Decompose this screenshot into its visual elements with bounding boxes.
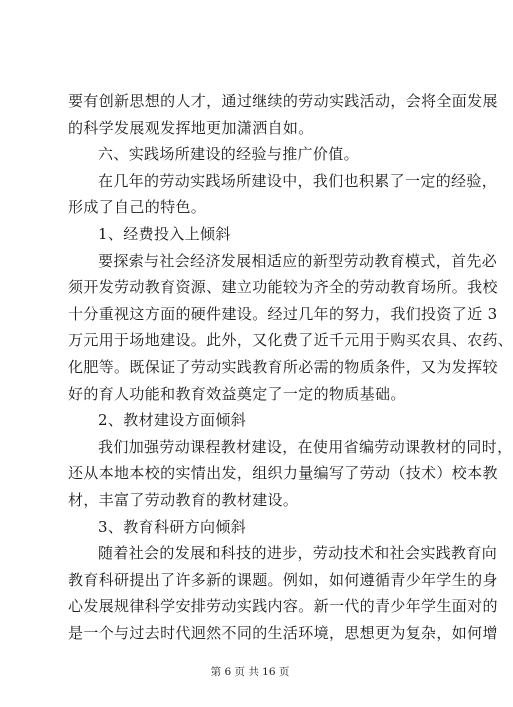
page-footer: 第 6 页 共 16 页	[210, 666, 290, 678]
body-text-line: 万元用于场地建设。此外，又化费了近千元用于购买农具、农药、	[68, 331, 513, 350]
body-text-line: 心发展规律科学安排劳动实践内容。新一代的青少年学生面对的	[68, 597, 498, 616]
subsection-heading: 1、经费投入上倾斜	[98, 224, 231, 243]
body-text-line: 我们加强劳动课程教材建设，在使用省编劳动课教材的同时，	[98, 437, 513, 456]
body-text-line: 要有创新思想的人才，通过继续的劳动实践活动，会将全面发展	[68, 92, 498, 110]
body-text-line: 还从本地本校的实情出发，组织力量编写了劳动（技术）校本教	[68, 464, 498, 483]
body-text-line: 材，丰富了劳动教育的教材建设。	[68, 490, 299, 509]
section-heading: 六、实践场所建设的经验与推广价值。	[98, 145, 359, 164]
document-body	[68, 88, 513, 646]
body-text-line: 十分重视这方面的硬件建设。经过几年的努力，我们投资了近 3	[68, 304, 498, 323]
body-text-line: 教育科研提出了许多新的课题。例如，如何遵循青少年学生的身	[68, 570, 498, 589]
body-text-line: 化肥等。既保证了劳动实践教育所必需的物质条件，又为发挥较	[68, 357, 498, 376]
subsection-heading: 3、教育科研方向倾斜	[98, 517, 247, 536]
body-text-line: 好的育人功能和教育效益奠定了一定的物质基础。	[68, 384, 406, 403]
subsection-heading: 2、教材建设方面倾斜	[98, 411, 247, 430]
body-text-line: 的科学发展观发挥地更加潇洒自如。	[68, 118, 314, 137]
body-text-line: 是一个与过去时代迥然不同的生活环境，思想更为复杂，如何增	[68, 623, 498, 642]
body-text-line: 形成了自己的特色。	[68, 198, 207, 217]
body-text-line: 要探索与社会经济发展相适应的新型劳动教育模式，首先必	[98, 251, 498, 270]
body-text-line: 须开发劳动教育资源、建立功能较为齐全的劳动教育场所。我校	[68, 278, 498, 297]
body-text-line: 在几年的劳动实践场所建设中，我们也积累了一定的经验，	[98, 171, 498, 190]
body-text-line: 随着社会的发展和科技的进步，劳动技术和社会实践教育向	[98, 544, 498, 563]
